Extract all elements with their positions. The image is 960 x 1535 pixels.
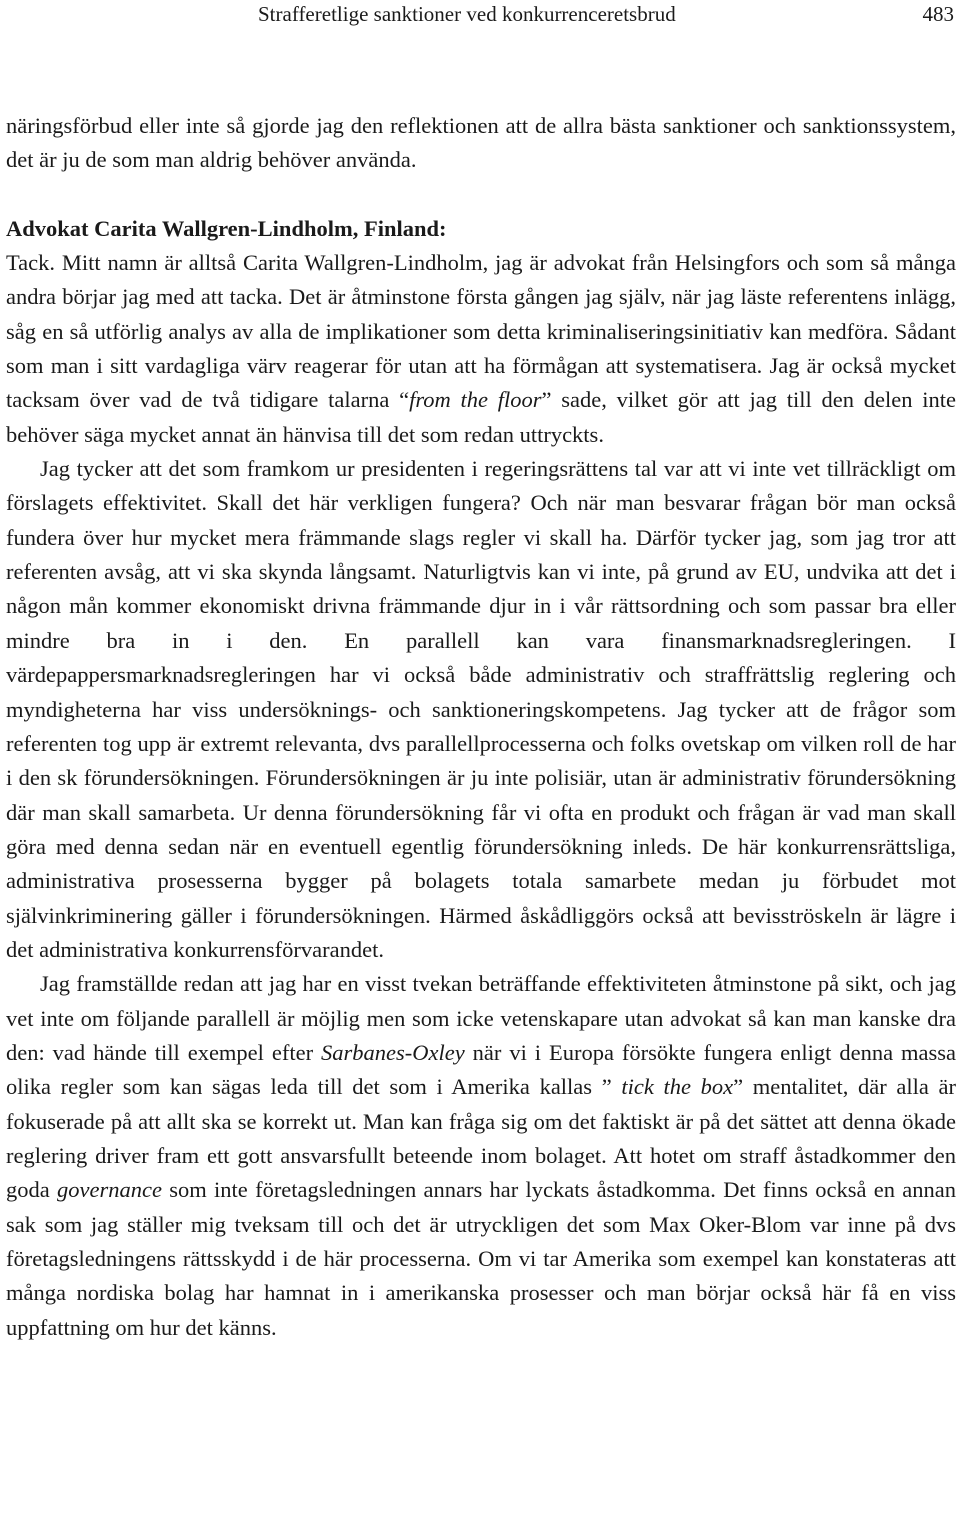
page-number: 483 xyxy=(922,2,954,26)
body-text xyxy=(6,109,956,1345)
running-header xyxy=(258,0,958,28)
paragraph: Jag tycker att det som framkom ur presidenten i regeringsrättens tal var att vi inte vet tillräckligt om förslagets effektivitet. Skall det här verkligen fungera? Och när man besvarar frågan bör man också fundera över hur mycket mera främmande slags regler vi skall ha. Därför tycker jag, som jag tror att referenten avsåg, att vi ska skynda långsamt. Naturligtvis kan vi inte, på grund av EU, undvika att det i någon mån kommer ekonomiskt drivna främmande djur in i vår rättsordning och som passar bra eller mindre bra in i den. En parallell kan vara finansmarknadsregleringen. I värdepappersmarknadsregleringen har vi också både administrativ och straffrättslig reglering och myndigheterna har viss undersöknings- och sanktioneringskompetens. Jag tycker att de frågor som referenten tog upp är extremt relevanta, dvs parallellprocesserna och folks ovetskap om vilken roll de har i den sk förundersökningen. Förundersökningen är ju inte polisiär, utan är administrativ förundersökning där man skall samarbeta. Ur denna förundersökning får vi ofta en produkt och frågan är vad man skall göra med denna sedan när en eventuell egentlig förundersökning inleds. De här konkurrensrättsliga, administrativa prosesserna bygger på bolagets totala samarbete medan ju förbudet mot självinkriminering gäller i förundersökningen. Härmed åskådliggörs också att bevisströskeln är lägre i det administrativa konkurrensförvarandet. xyxy=(6,456,956,962)
italic-text: from the floor xyxy=(409,387,542,413)
text-run: ” sade, vilket gör att jag till den delen inte behöver säga mycket annat än hänvisa till det som redan uttryckts. xyxy=(6,387,956,447)
text-run: Jag framställde redan att jag har en visst tvekan beträffande effektiviteten åtminstone på sikt, och jag vet inte om följande parallell är möjlig men som icke vetenskapare utan advokat så kan man kanske dra den: vad hände till exempel efter xyxy=(6,971,956,1065)
italic-text: Sarbanes-Oxley xyxy=(321,1039,465,1065)
paragraph xyxy=(6,246,956,452)
paragraph-continuation: näringsförbud eller inte så gjorde jag den reflektionen att de allra bästa sanktioner och sanktionssystem, det är ju de som man aldrig behöver använda. xyxy=(6,113,956,173)
italic-text: tick the box xyxy=(621,1074,734,1100)
text-run: Tack. Mitt namn är alltså Carita Wallgren-Lindholm, jag är advokat från Helsingfors och som så många andra börjar jag med att tacka. Det är åtminstone första gången jag själv, när jag läste referentens inlägg, såg en så utförlig analys av alla de implikationer som detta kriminaliseringsinitiativ kan medföra. Sådant som man i sitt vardagliga värv reagerar för utan att ha förmågan att systematisera. Jag är också mycket tacksam över vad de två tidigare talarna “ xyxy=(6,250,956,413)
paragraph xyxy=(6,967,956,1345)
text-run: ” mentalitet, där alla är fokuserade på att allt ska se korrekt ut. Man kan fråga sig om det faktiskt är på det sättet att denna ökade reglering driver fram ett gott ansvarsfullt beteende inom bolaget. Att hotet om straff åstadkommer den goda xyxy=(6,1074,957,1203)
italic-text: governance xyxy=(57,1177,162,1203)
text-run: när vi i Europa försökte fungera enligt denna massa olika regler som kan sägas leda till det som i Amerika kallas ” xyxy=(6,1039,957,1100)
speaker-heading: Advokat Carita Wallgren-Lindholm, Finland: xyxy=(6,215,447,241)
text-run: som inte företagsledningen annars har lyckats åstadkomma. Det finns också en annan sak som jag ställer mig tveksam till och det är utryckligen det som Max Oker-Blom var inne på dvs företagsledningens rättsskydd i de här processerna. Om vi tar Amerika som exempel kan konstateras att många nordiska bolag har hamnat in i amerikanska prosesser och man börjar också här få en viss uppfattning om hur det känns. xyxy=(6,1177,956,1340)
running-title: Strafferetlige sanktioner ved konkurrenceretsbrud xyxy=(258,2,676,26)
